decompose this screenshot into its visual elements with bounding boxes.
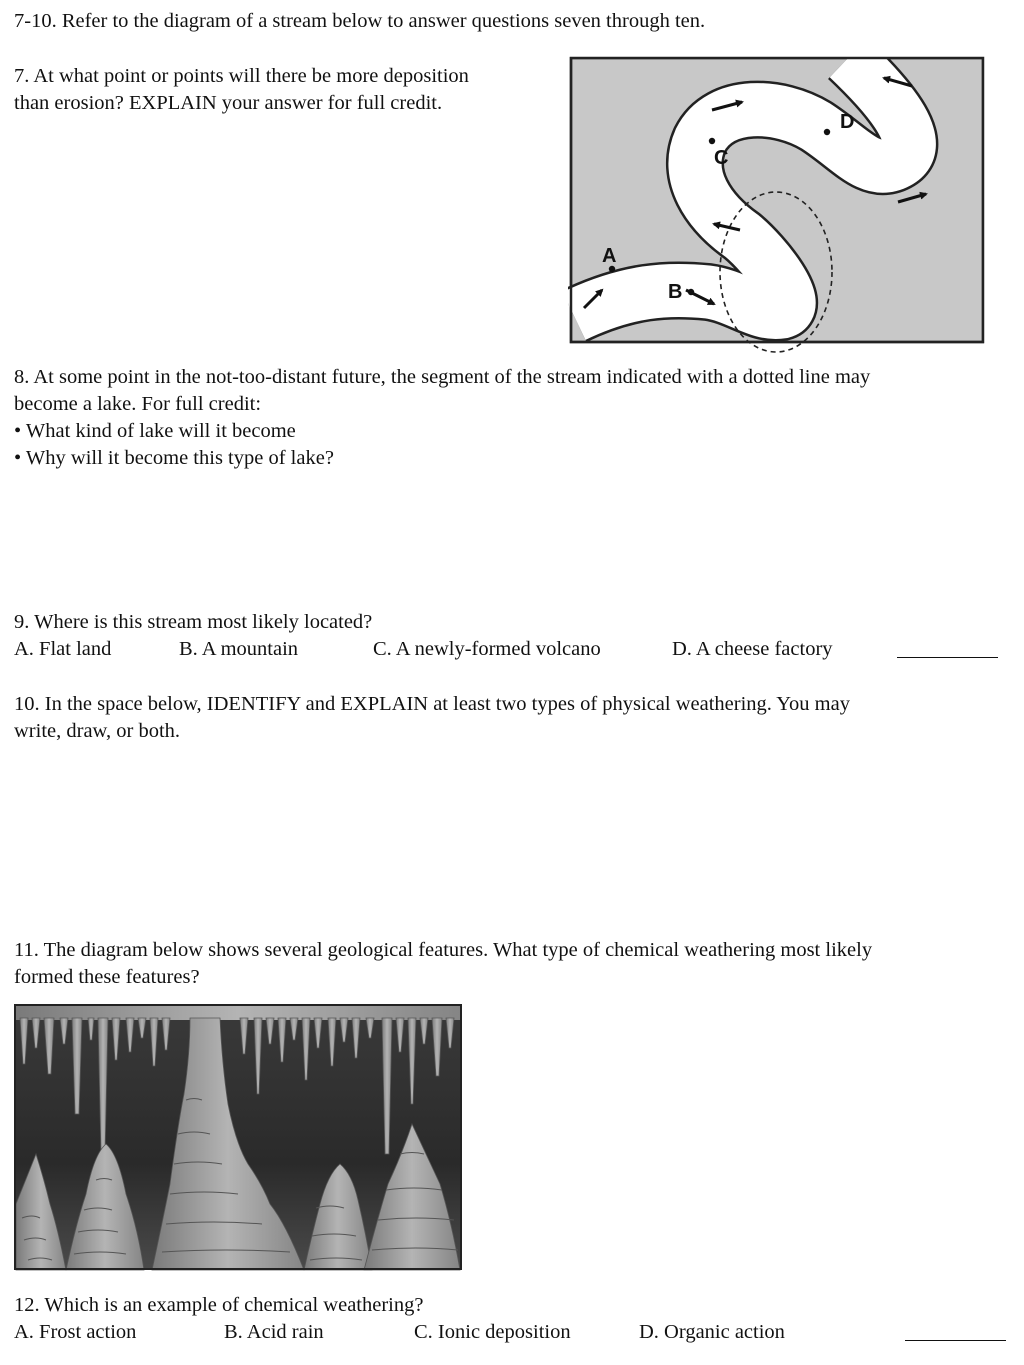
question-10-line-1: 10. In the space below, IDENTIFY and EXPLAIN at least two types of physical weathering. You may (14, 693, 850, 715)
stream-meander-diagram (568, 54, 988, 356)
point-c-dot (709, 138, 715, 144)
question-9: 9. Where is this stream most likely located? (14, 611, 373, 633)
question-7-line-1: 7. At what point or points will there be more deposition (14, 65, 469, 87)
question-9-choice-d: D. A cheese factory (672, 638, 833, 660)
question-10-line-2: write, draw, or both. (14, 720, 181, 742)
question-9-choice-b: B. A mountain (179, 638, 299, 660)
point-d-dot (824, 129, 830, 135)
point-d-label: D (840, 111, 855, 133)
question-12-choice-b: B. Acid rain (224, 1321, 324, 1343)
question-7-line-2: than erosion? EXPLAIN your answer for full credit. (14, 92, 443, 114)
question-9-answer-blank[interactable] (897, 657, 998, 658)
question-12-choice-d: D. Organic action (639, 1321, 785, 1343)
question-12: 12. Which is an example of chemical weathering? (14, 1294, 424, 1316)
question-12-answer-blank[interactable] (905, 1340, 1006, 1341)
question-8-bullet-1: • What kind of lake will it become (14, 420, 296, 442)
point-b-dot (688, 289, 694, 295)
point-c-label: C (714, 147, 729, 169)
section-intro: 7-10. Refer to the diagram of a stream below to answer questions seven through ten. (14, 10, 706, 32)
question-9-choice-a: A. Flat land (14, 638, 112, 660)
question-12-choice-a: A. Frost action (14, 1321, 137, 1343)
question-8-line-2: become a lake. For full credit: (14, 393, 262, 415)
question-12-choice-c: C. Ionic deposition (414, 1321, 571, 1343)
question-9-choice-c: C. A newly-formed volcano (373, 638, 601, 660)
point-b-label: B (668, 281, 683, 303)
cave-formations-diagram (14, 1004, 462, 1272)
question-8-bullet-2: • Why will it become this type of lake? (14, 447, 334, 469)
question-11-line-1: 11. The diagram below shows several geological features. What type of chemical weathering most likely (14, 939, 873, 961)
question-8-line-1: 8. At some point in the not-too-distant future, the segment of the stream indicated with a dotted line may (14, 366, 871, 388)
point-a-label: A (602, 245, 617, 267)
question-11-line-2: formed these features? (14, 966, 200, 988)
